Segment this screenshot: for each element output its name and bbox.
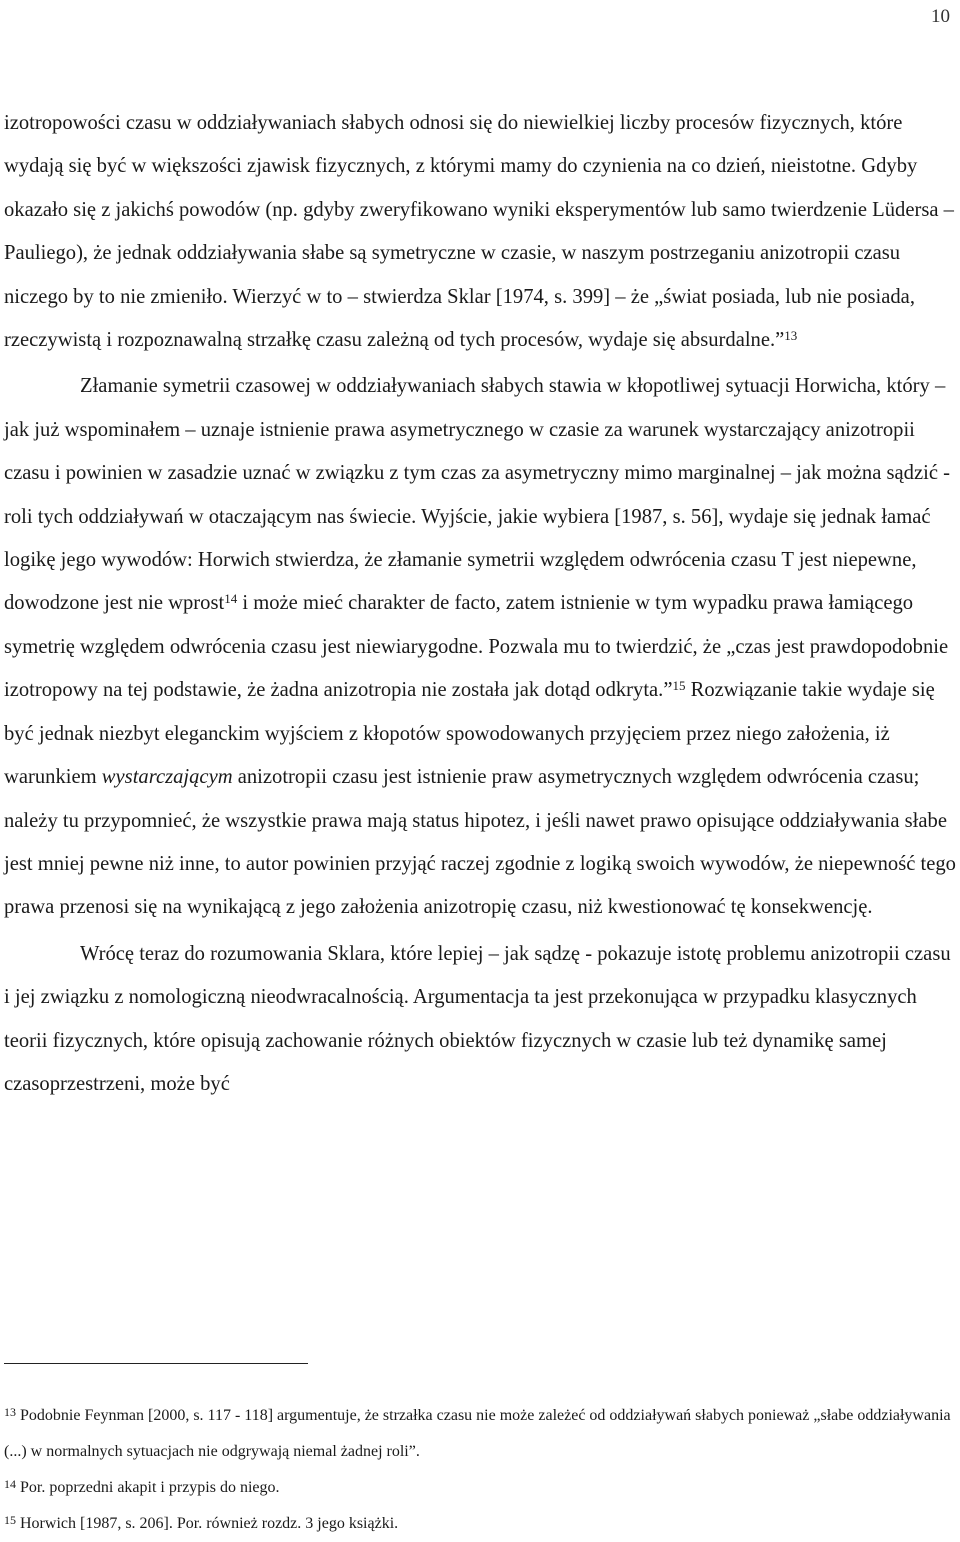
footnote (4, 1506, 956, 1542)
footnote-reference: 13 (784, 328, 798, 344)
body-text (4, 102, 956, 1106)
footnote-text: Por. poprzedni akapit i przypis do niego. (16, 1479, 280, 1496)
footnote-number: 13 (4, 1405, 16, 1419)
footnotes (4, 1398, 956, 1542)
text-segment: Złamanie symetrii czasowej w oddziaływaniach słabych stawia w kłopotliwej sytuacji Horwicha, który – jak już wspominałem – uznaje istnienie prawa asymetrycznego w czasie za warunek wystarczający anizotropii czasu i powinien w zasadzie uznać w związku z tym czas za asymetryczny mimo marginalnej – jak można sądzić - roli tych oddziaływań w otaczającym nas świecie. Wyjście, jakie wybiera [1987, s. 56], wydaje się jednak łamać logikę jego wywodów: Horwich stwierdza, że złamanie symetrii względem odwrócenia czasu T jest niepewne, dowodzone jest nie wprost (4, 375, 950, 615)
text-segment: anizotropii czasu jest istnienie praw asymetrycznych względem odwrócenia czasu; należy tu przypomnieć, że wszystkie prawa mają status hipotez, i jeśli nawet prawo opisujące oddziaływania słabe jest mniej pewne niż inne, to autor powinien przyjąć raczej zgodnie z logiką swoich wywodów, że niepewność tego prawa przenosi się na wynikającą z jego założenia anizotropię czasu, niż kwestionować tę konsekwencję. (4, 766, 956, 919)
text-segment: Rozwiązanie takie wydaje się być jednak niezbyt eleganckim wyjściem z kłopotów spowodowanych przyjęciem przez niego założenia, iż warunkiem (4, 679, 935, 789)
footnote-reference: 15 (672, 678, 686, 694)
footnote-number: 15 (4, 1513, 16, 1527)
text-segment: Wrócę teraz do rozumowania Sklara, które lepiej – jak sądzę - pokazuje istotę problemu anizotropii czasu i jej związku z nomologiczną nieodwracalnością. Argumentacja ta jest przekonująca w przypadku klasycznych teorii fizycznych, które opisują zachowanie różnych obiektów fizycznych w czasie lub też dynamikę samej czasoprzestrzeni, może być (4, 942, 951, 1095)
text-segment: izotropowości czasu w oddziaływaniach słabych odnosi się do niewielkiej liczby procesów fizycznych, które wydają się być w większości zjawisk fizycznych, z którymi mamy do czynienia na co dzień, nieistotne. Gdyby okazało się z jakichś powodów (np. gdyby zweryfikowano wyniki eksperymentów lub samo twierdzenie Lüdersa – Pauliego), że jednak oddziaływania słabe są symetryczne w czasie, w naszym postrzeganiu anizotropii czasu niczego by to nie zmieniło. Wierzyć w to – stwierdza Sklar [1974, s. 399] – że „świat posiada, lub nie posiada, rzeczywistą i rozpoznawalną strzałkę czasu zależną od tych procesów, wydaje się absurdalne.” (4, 112, 954, 352)
footnote-text: Horwich [1987, s. 206]. Por. również rozdz. 3 jego książki. (16, 1515, 399, 1532)
footnote-text: Podobnie Feynman [2000, s. 117 - 118] argumentuje, że strzałka czasu nie może zależeć od oddziaływań słabych ponieważ „słabe oddziaływania (...) w normalnych sytuacjach nie odgrywają niemal żadnej roli”. (4, 1407, 951, 1460)
emphasized-text: wystarczającym (101, 766, 233, 789)
footnote-separator (4, 1363, 308, 1364)
paragraph (4, 933, 956, 1107)
footnote (4, 1398, 956, 1470)
paragraph (4, 365, 956, 929)
footnote (4, 1470, 956, 1506)
footnote-reference: 14 (224, 591, 238, 607)
page-number: 10 (931, 6, 950, 27)
text-segment: i może mieć charakter de facto, zatem istnienie w tym wypadku prawa łamiącego symetrię względem odwrócenia czasu jest niewiarygodne. Pozwala mu to twierdzić, że „czas jest prawdopodobnie izotropowy na tej podstawie, że żadna anizotropia nie została jak dotąd odkryta.” (4, 592, 949, 702)
footnote-number: 14 (4, 1477, 16, 1491)
paragraph (4, 102, 956, 362)
